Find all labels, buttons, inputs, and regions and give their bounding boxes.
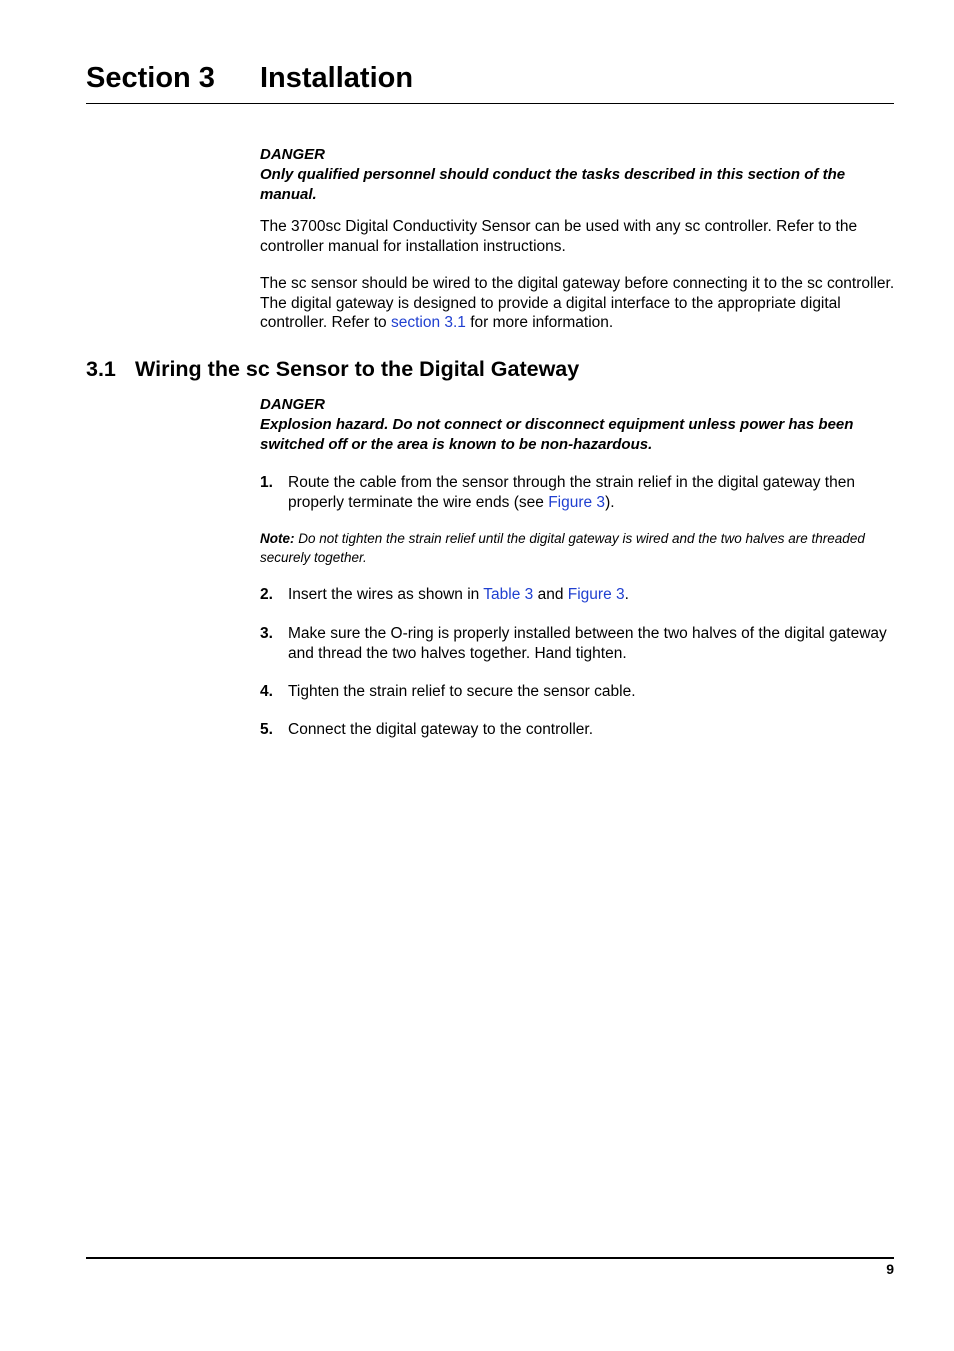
section-3-1-link[interactable]: section 3.1 xyxy=(390,314,466,331)
step-text-part: Route the cable from the sensor through the strain relief in the digital gateway then properly terminate the wire ends (see xyxy=(288,474,855,511)
step-5 xyxy=(260,720,896,740)
intro-paragraph-2-text: The sc sensor should be wired to the digital gateway before connecting it to the sc controller. The digital gateway is designed to provide a digital interface to the appropriate digital controller. Refer to xyxy=(260,275,895,331)
step-text: Tighten the strain relief to secure the sensor cable. xyxy=(288,683,636,700)
header-rule xyxy=(86,103,894,104)
step-number: 5. xyxy=(260,721,273,738)
subsection-heading xyxy=(86,355,579,383)
figure-3-link[interactable]: Figure 3 xyxy=(548,493,606,511)
step-text-part: Insert the wires as shown in xyxy=(288,586,484,603)
table-3-link[interactable]: Table 3 xyxy=(483,586,534,603)
step-1 xyxy=(260,473,896,512)
danger-label: DANGER xyxy=(260,146,326,163)
subsection-title: Wiring the sc Sensor to the Digital Gateway xyxy=(135,357,580,381)
step-text: Make sure the O-ring is properly installed between the two halves of the digital gateway and thread the two halves together. Hand tighten. xyxy=(288,625,887,662)
subsection-number: 3.1 xyxy=(86,357,116,381)
note-label: Note: xyxy=(260,531,295,546)
section-title: Installation xyxy=(260,62,414,94)
page-number: 9 xyxy=(886,1261,894,1277)
step-text xyxy=(288,473,896,512)
step-number: 3. xyxy=(260,625,273,642)
step-2 xyxy=(260,585,896,605)
note-text: Do not tighten the strain relief until the digital gateway is wired and the two halves are threaded securely together. xyxy=(260,531,865,565)
step-number: 2. xyxy=(260,586,273,603)
step-text: Connect the digital gateway to the controller. xyxy=(288,721,594,738)
step-number: 4. xyxy=(260,683,273,700)
section-number: Section 3 xyxy=(86,62,215,94)
step-number: 1. xyxy=(260,474,273,491)
danger-text: Explosion hazard. Do not connect or disconnect equipment unless power has been switched off or the area is known to be non-hazardous. xyxy=(260,416,854,453)
note xyxy=(260,530,890,567)
intro-paragraph-1: The 3700sc Digital Conductivity Sensor can be used with any sc controller. Refer to the controller manual for installation instructions. xyxy=(260,218,858,255)
danger-text: Only qualified personnel should conduct the tasks described in this section of the manual. xyxy=(260,166,846,203)
section-heading xyxy=(86,58,413,98)
step-text-part: . xyxy=(624,586,629,603)
intro-danger-block xyxy=(260,145,896,205)
danger-label: DANGER xyxy=(260,396,326,413)
intro-paragraph-2-tail: for more information. xyxy=(465,314,614,331)
step-text-part: ). xyxy=(605,493,615,511)
wiring-danger-block xyxy=(260,395,896,455)
figure-3-link[interactable]: Figure 3 xyxy=(567,586,625,603)
intro-paragraph-2 xyxy=(260,274,896,333)
step-text xyxy=(288,585,896,605)
step-3 xyxy=(260,624,896,663)
step-text-part: and xyxy=(533,586,568,603)
footer-rule xyxy=(86,1257,894,1259)
step-4 xyxy=(260,682,896,702)
